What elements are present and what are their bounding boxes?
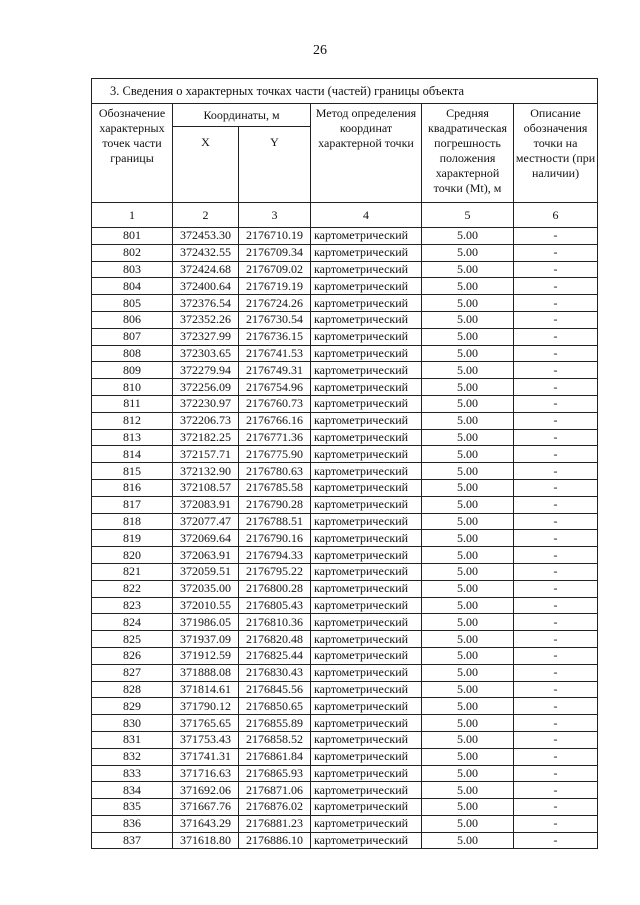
error-cell: 5.00 (422, 765, 514, 782)
point-id-cell: 828 (92, 681, 173, 698)
description-cell: - (514, 614, 598, 631)
error-cell: 5.00 (422, 631, 514, 648)
x-coordinate-cell: 371888.08 (173, 664, 239, 681)
x-coordinate-cell: 372230.97 (173, 395, 239, 412)
table-row (92, 563, 598, 580)
point-id-cell: 832 (92, 748, 173, 765)
column-number: 6 (514, 203, 598, 228)
x-coordinate-cell: 372010.55 (173, 597, 239, 614)
error-cell: 5.00 (422, 328, 514, 345)
table-row (92, 328, 598, 345)
section-title: 3. Сведения о характерных точках части (частей) границы объекта (92, 79, 598, 104)
method-cell: картометрический (311, 563, 422, 580)
description-cell: - (514, 715, 598, 732)
point-id-cell: 818 (92, 513, 173, 530)
x-coordinate-cell: 372453.30 (173, 228, 239, 245)
y-coordinate-cell: 2176754.96 (239, 379, 311, 396)
method-cell: картометрический (311, 295, 422, 312)
y-coordinate-cell: 2176788.51 (239, 513, 311, 530)
y-coordinate-cell: 2176871.06 (239, 782, 311, 799)
x-coordinate-cell: 372400.64 (173, 278, 239, 295)
error-cell: 5.00 (422, 496, 514, 513)
error-cell: 5.00 (422, 597, 514, 614)
y-coordinate-cell: 2176865.93 (239, 765, 311, 782)
description-cell: - (514, 815, 598, 832)
description-cell: - (514, 782, 598, 799)
y-coordinate-cell: 2176710.19 (239, 228, 311, 245)
table-row (92, 429, 598, 446)
x-coordinate-cell: 371814.61 (173, 681, 239, 698)
method-cell: картометрический (311, 597, 422, 614)
method-cell: картометрический (311, 715, 422, 732)
description-cell: - (514, 631, 598, 648)
description-cell: - (514, 765, 598, 782)
point-id-cell: 814 (92, 446, 173, 463)
table-row (92, 513, 598, 530)
table-body (92, 228, 598, 849)
table-row (92, 731, 598, 748)
y-coordinate-cell: 2176775.90 (239, 446, 311, 463)
description-cell: - (514, 463, 598, 480)
point-id-cell: 822 (92, 580, 173, 597)
x-coordinate-cell: 372077.47 (173, 513, 239, 530)
point-id-cell: 829 (92, 698, 173, 715)
y-coordinate-cell: 2176820.48 (239, 631, 311, 648)
description-cell: - (514, 429, 598, 446)
y-coordinate-cell: 2176741.53 (239, 345, 311, 362)
x-coordinate-cell: 372035.00 (173, 580, 239, 597)
point-id-cell: 833 (92, 765, 173, 782)
method-cell: картометрический (311, 345, 422, 362)
table-row (92, 446, 598, 463)
y-coordinate-cell: 2176858.52 (239, 731, 311, 748)
y-coordinate-cell: 2176861.84 (239, 748, 311, 765)
table-row (92, 412, 598, 429)
point-id-cell: 813 (92, 429, 173, 446)
description-cell: - (514, 295, 598, 312)
method-cell: картометрический (311, 446, 422, 463)
error-cell: 5.00 (422, 731, 514, 748)
y-coordinate-cell: 2176785.58 (239, 479, 311, 496)
error-cell: 5.00 (422, 479, 514, 496)
table-row (92, 580, 598, 597)
point-id-cell: 817 (92, 496, 173, 513)
x-coordinate-cell: 372327.99 (173, 328, 239, 345)
method-cell: картометрический (311, 479, 422, 496)
x-coordinate-cell: 371986.05 (173, 614, 239, 631)
point-id-cell: 831 (92, 731, 173, 748)
description-cell: - (514, 698, 598, 715)
description-cell: - (514, 748, 598, 765)
y-coordinate-cell: 2176766.16 (239, 412, 311, 429)
description-cell: - (514, 479, 598, 496)
method-cell: картометрический (311, 832, 422, 849)
description-cell: - (514, 647, 598, 664)
x-coordinate-cell: 371912.59 (173, 647, 239, 664)
method-cell: картометрический (311, 463, 422, 480)
point-id-cell: 836 (92, 815, 173, 832)
error-cell: 5.00 (422, 278, 514, 295)
y-coordinate-cell: 2176881.23 (239, 815, 311, 832)
description-cell: - (514, 597, 598, 614)
error-cell: 5.00 (422, 547, 514, 564)
header-error: Средняя квадратическая погрешность положения характерной точки (Mt), м (422, 104, 514, 203)
description-cell: - (514, 530, 598, 547)
description-cell: - (514, 328, 598, 345)
table-row (92, 530, 598, 547)
header-coordinates: Координаты, м (173, 104, 311, 127)
table-row (92, 832, 598, 849)
error-cell: 5.00 (422, 446, 514, 463)
error-cell: 5.00 (422, 412, 514, 429)
error-cell: 5.00 (422, 228, 514, 245)
table-row (92, 311, 598, 328)
point-id-cell: 801 (92, 228, 173, 245)
error-cell: 5.00 (422, 261, 514, 278)
point-id-cell: 826 (92, 647, 173, 664)
point-id-cell: 823 (92, 597, 173, 614)
description-cell: - (514, 362, 598, 379)
point-id-cell: 819 (92, 530, 173, 547)
error-cell: 5.00 (422, 698, 514, 715)
boundary-points-table (91, 78, 598, 849)
method-cell: картометрический (311, 261, 422, 278)
method-cell: картометрический (311, 379, 422, 396)
method-cell: картометрический (311, 412, 422, 429)
method-cell: картометрический (311, 496, 422, 513)
y-coordinate-cell: 2176805.43 (239, 597, 311, 614)
error-cell: 5.00 (422, 614, 514, 631)
x-coordinate-cell: 371618.80 (173, 832, 239, 849)
column-number: 1 (92, 203, 173, 228)
point-id-cell: 837 (92, 832, 173, 849)
table-row (92, 395, 598, 412)
method-cell: картометрический (311, 664, 422, 681)
y-coordinate-cell: 2176850.65 (239, 698, 311, 715)
description-cell: - (514, 832, 598, 849)
table-row (92, 698, 598, 715)
description-cell: - (514, 799, 598, 816)
method-cell: картометрический (311, 228, 422, 245)
point-id-cell: 810 (92, 379, 173, 396)
point-id-cell: 834 (92, 782, 173, 799)
header-x: X (173, 127, 239, 203)
error-cell: 5.00 (422, 832, 514, 849)
y-coordinate-cell: 2176830.43 (239, 664, 311, 681)
table-row (92, 345, 598, 362)
x-coordinate-cell: 372083.91 (173, 496, 239, 513)
method-cell: картометрический (311, 580, 422, 597)
y-coordinate-cell: 2176719.19 (239, 278, 311, 295)
description-cell: - (514, 395, 598, 412)
error-cell: 5.00 (422, 311, 514, 328)
table-row (92, 681, 598, 698)
method-cell: картометрический (311, 311, 422, 328)
y-coordinate-cell: 2176724.26 (239, 295, 311, 312)
error-cell: 5.00 (422, 647, 514, 664)
header-method: Метод определения координат характерной точки (311, 104, 422, 203)
table-row (92, 748, 598, 765)
table-row (92, 228, 598, 245)
x-coordinate-cell: 372069.64 (173, 530, 239, 547)
method-cell: картометрический (311, 530, 422, 547)
x-coordinate-cell: 372352.26 (173, 311, 239, 328)
error-cell: 5.00 (422, 345, 514, 362)
column-number-row (92, 203, 598, 228)
table-row (92, 815, 598, 832)
point-id-cell: 820 (92, 547, 173, 564)
point-id-cell: 830 (92, 715, 173, 732)
error-cell: 5.00 (422, 782, 514, 799)
x-coordinate-cell: 372376.54 (173, 295, 239, 312)
column-number: 3 (239, 203, 311, 228)
y-coordinate-cell: 2176825.44 (239, 647, 311, 664)
error-cell: 5.00 (422, 244, 514, 261)
y-coordinate-cell: 2176845.56 (239, 681, 311, 698)
point-id-cell: 824 (92, 614, 173, 631)
error-cell: 5.00 (422, 362, 514, 379)
description-cell: - (514, 412, 598, 429)
error-cell: 5.00 (422, 295, 514, 312)
description-cell: - (514, 379, 598, 396)
table-row (92, 597, 598, 614)
description-cell: - (514, 496, 598, 513)
error-cell: 5.00 (422, 580, 514, 597)
point-id-cell: 803 (92, 261, 173, 278)
table-row (92, 782, 598, 799)
error-cell: 5.00 (422, 664, 514, 681)
table-row (92, 547, 598, 564)
column-number: 2 (173, 203, 239, 228)
method-cell: картометрический (311, 328, 422, 345)
point-id-cell: 825 (92, 631, 173, 648)
method-cell: картометрический (311, 815, 422, 832)
error-cell: 5.00 (422, 563, 514, 580)
x-coordinate-cell: 372432.55 (173, 244, 239, 261)
method-cell: картометрический (311, 395, 422, 412)
x-coordinate-cell: 372059.51 (173, 563, 239, 580)
method-cell: картометрический (311, 244, 422, 261)
y-coordinate-cell: 2176736.15 (239, 328, 311, 345)
method-cell: картометрический (311, 748, 422, 765)
y-coordinate-cell: 2176810.36 (239, 614, 311, 631)
y-coordinate-cell: 2176800.28 (239, 580, 311, 597)
error-cell: 5.00 (422, 815, 514, 832)
method-cell: картометрический (311, 698, 422, 715)
error-cell: 5.00 (422, 799, 514, 816)
method-cell: картометрический (311, 362, 422, 379)
point-id-cell: 806 (92, 311, 173, 328)
y-coordinate-cell: 2176790.16 (239, 530, 311, 547)
x-coordinate-cell: 371741.31 (173, 748, 239, 765)
y-coordinate-cell: 2176771.36 (239, 429, 311, 446)
x-coordinate-cell: 371937.09 (173, 631, 239, 648)
y-coordinate-cell: 2176749.31 (239, 362, 311, 379)
table-row (92, 614, 598, 631)
method-cell: картометрический (311, 731, 422, 748)
error-cell: 5.00 (422, 681, 514, 698)
description-cell: - (514, 278, 598, 295)
table-row (92, 799, 598, 816)
table-row (92, 479, 598, 496)
point-id-cell: 804 (92, 278, 173, 295)
description-cell: - (514, 547, 598, 564)
y-coordinate-cell: 2176780.63 (239, 463, 311, 480)
description-cell: - (514, 681, 598, 698)
y-coordinate-cell: 2176709.02 (239, 261, 311, 278)
x-coordinate-cell: 372256.09 (173, 379, 239, 396)
error-cell: 5.00 (422, 748, 514, 765)
error-cell: 5.00 (422, 379, 514, 396)
method-cell: картометрический (311, 614, 422, 631)
x-coordinate-cell: 372303.65 (173, 345, 239, 362)
point-id-cell: 805 (92, 295, 173, 312)
table-row (92, 463, 598, 480)
x-coordinate-cell: 372206.73 (173, 412, 239, 429)
x-coordinate-cell: 372279.94 (173, 362, 239, 379)
table-row (92, 631, 598, 648)
description-cell: - (514, 228, 598, 245)
y-coordinate-cell: 2176790.28 (239, 496, 311, 513)
method-cell: картометрический (311, 631, 422, 648)
x-coordinate-cell: 371765.65 (173, 715, 239, 732)
method-cell: картометрический (311, 799, 422, 816)
header-point: Обозначение характерных точек части границы (92, 104, 173, 203)
x-coordinate-cell: 372424.68 (173, 261, 239, 278)
method-cell: картометрический (311, 278, 422, 295)
point-id-cell: 808 (92, 345, 173, 362)
page-number: 26 (313, 43, 327, 58)
description-cell: - (514, 345, 598, 362)
description-cell: - (514, 731, 598, 748)
description-cell: - (514, 261, 598, 278)
method-cell: картометрический (311, 681, 422, 698)
x-coordinate-cell: 372157.71 (173, 446, 239, 463)
y-coordinate-cell: 2176709.34 (239, 244, 311, 261)
y-coordinate-cell: 2176886.10 (239, 832, 311, 849)
point-id-cell: 807 (92, 328, 173, 345)
method-cell: картометрический (311, 647, 422, 664)
method-cell: картометрический (311, 765, 422, 782)
description-cell: - (514, 446, 598, 463)
y-coordinate-cell: 2176794.33 (239, 547, 311, 564)
table-row (92, 647, 598, 664)
column-number: 5 (422, 203, 514, 228)
table-row (92, 295, 598, 312)
x-coordinate-cell: 371692.06 (173, 782, 239, 799)
point-id-cell: 827 (92, 664, 173, 681)
point-id-cell: 835 (92, 799, 173, 816)
table-row (92, 765, 598, 782)
method-cell: картометрический (311, 782, 422, 799)
table-row (92, 244, 598, 261)
table-row (92, 362, 598, 379)
x-coordinate-cell: 372182.25 (173, 429, 239, 446)
x-coordinate-cell: 372108.57 (173, 479, 239, 496)
column-number: 4 (311, 203, 422, 228)
table-row (92, 664, 598, 681)
error-cell: 5.00 (422, 429, 514, 446)
description-cell: - (514, 311, 598, 328)
point-id-cell: 811 (92, 395, 173, 412)
description-cell: - (514, 244, 598, 261)
description-cell: - (514, 580, 598, 597)
y-coordinate-cell: 2176795.22 (239, 563, 311, 580)
x-coordinate-cell: 371643.29 (173, 815, 239, 832)
error-cell: 5.00 (422, 395, 514, 412)
description-cell: - (514, 563, 598, 580)
error-cell: 5.00 (422, 463, 514, 480)
point-id-cell: 809 (92, 362, 173, 379)
x-coordinate-cell: 371667.76 (173, 799, 239, 816)
description-cell: - (514, 513, 598, 530)
table-row (92, 379, 598, 396)
y-coordinate-cell: 2176760.73 (239, 395, 311, 412)
error-cell: 5.00 (422, 715, 514, 732)
method-cell: картометрический (311, 513, 422, 530)
method-cell: картометрический (311, 547, 422, 564)
error-cell: 5.00 (422, 530, 514, 547)
x-coordinate-cell: 372063.91 (173, 547, 239, 564)
x-coordinate-cell: 371716.63 (173, 765, 239, 782)
point-id-cell: 815 (92, 463, 173, 480)
y-coordinate-cell: 2176876.02 (239, 799, 311, 816)
y-coordinate-cell: 2176730.54 (239, 311, 311, 328)
table-row (92, 715, 598, 732)
x-coordinate-cell: 372132.90 (173, 463, 239, 480)
table-row (92, 496, 598, 513)
header-description: Описание обозначения точки на местности (при наличии) (514, 104, 598, 203)
method-cell: картометрический (311, 429, 422, 446)
header-y: Y (239, 127, 311, 203)
x-coordinate-cell: 371790.12 (173, 698, 239, 715)
description-cell: - (514, 664, 598, 681)
point-id-cell: 802 (92, 244, 173, 261)
y-coordinate-cell: 2176855.89 (239, 715, 311, 732)
point-id-cell: 821 (92, 563, 173, 580)
error-cell: 5.00 (422, 513, 514, 530)
point-id-cell: 816 (92, 479, 173, 496)
table-row (92, 278, 598, 295)
x-coordinate-cell: 371753.43 (173, 731, 239, 748)
point-id-cell: 812 (92, 412, 173, 429)
table-row (92, 261, 598, 278)
